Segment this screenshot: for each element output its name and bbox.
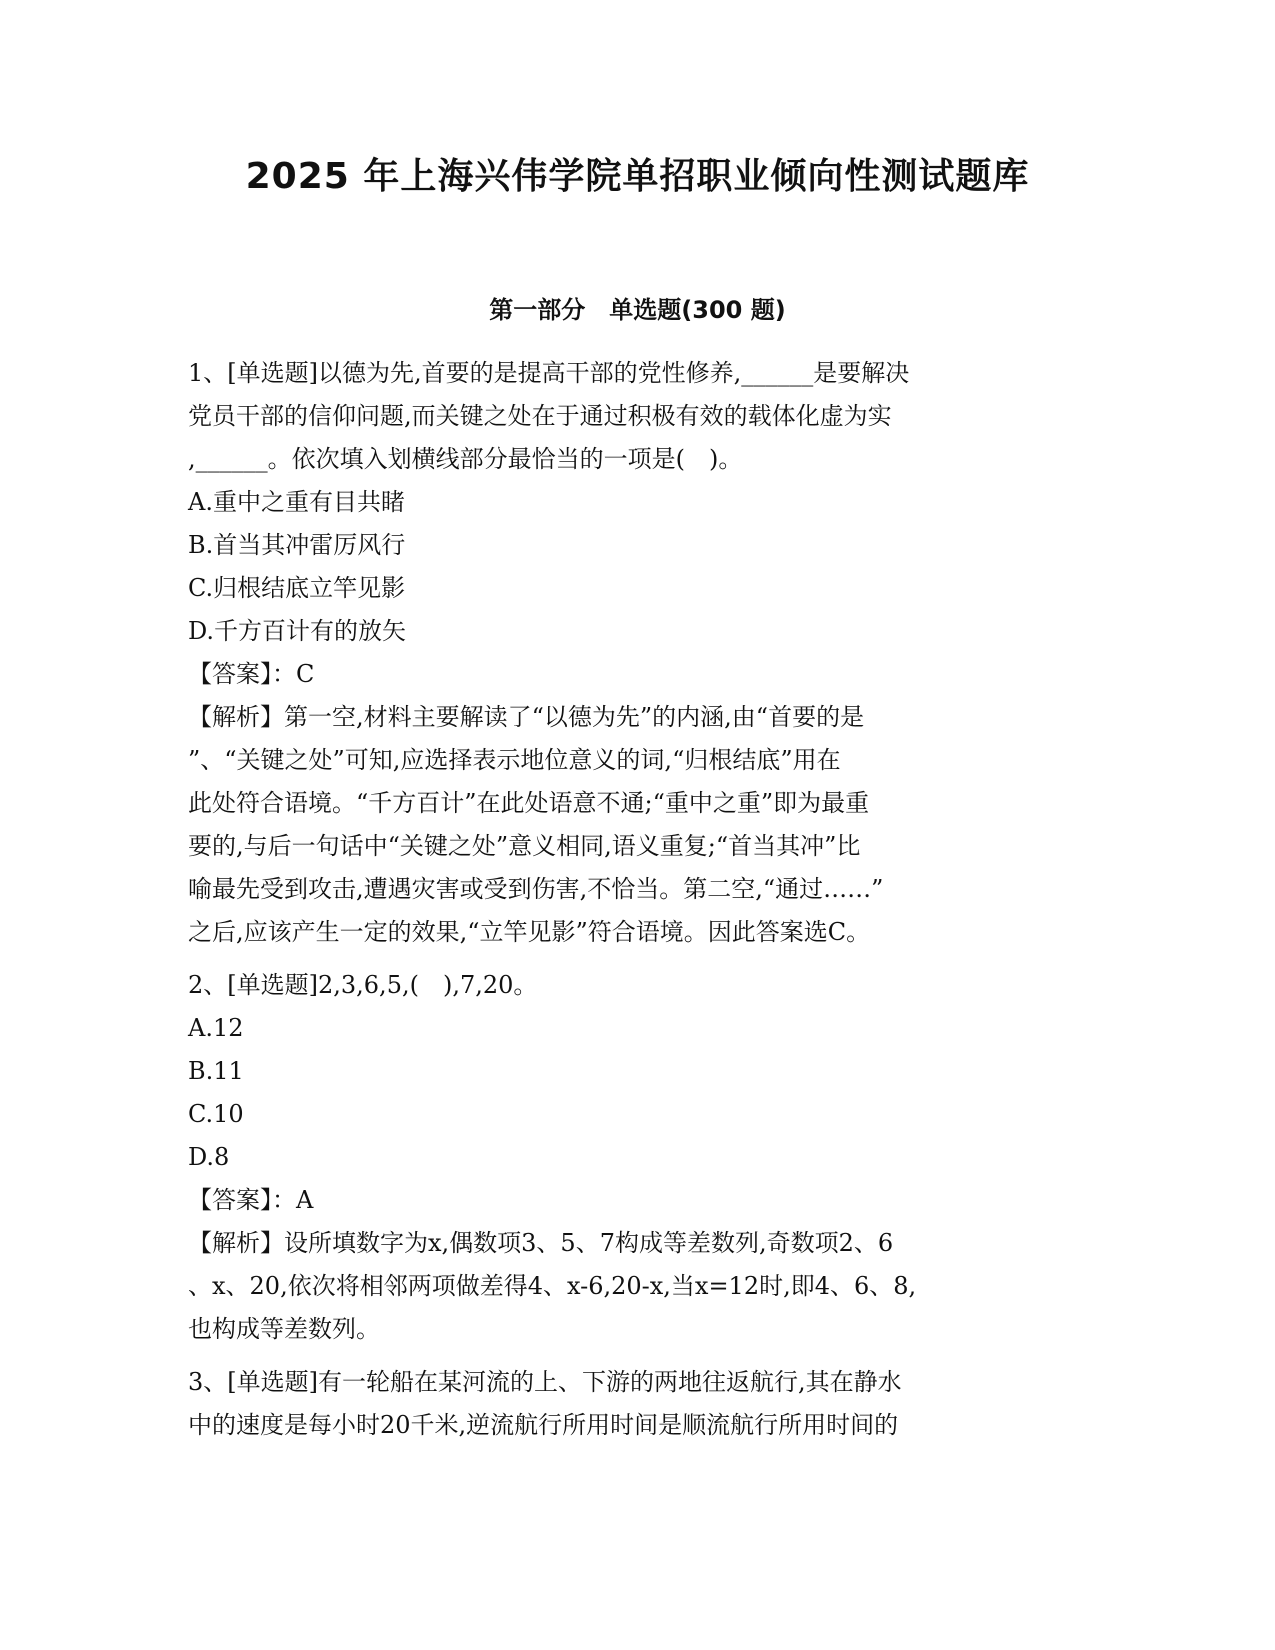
analysis-line: 【解析】设所填数字为x,偶数项3、5、7构成等差数列,奇数项2、6 [188, 1229, 894, 1257]
analysis-line: 之后,应该产生一定的效果,“立竿见影”符合语境。因此答案选C。 [188, 918, 871, 946]
answer: 【答案】：C [188, 660, 315, 688]
question-list [188, 352, 1078, 1457]
option-c: C.10 [188, 1100, 244, 1128]
option-d: D.千方百计有的放矢 [188, 617, 407, 645]
analysis-line: 【解析】第一空,材料主要解读了“以德为先”的内涵,由“首要的是 [188, 703, 865, 731]
question-text-line: 1、[单选题]以德为先,首要的是提高干部的党性修养,______是要解决 [188, 359, 910, 387]
question-2 [188, 964, 1078, 1351]
question-text-line: ,______。依次填入划横线部分最恰当的一项是( )。 [188, 445, 743, 473]
option-a: A.重中之重有目共睹 [188, 488, 405, 516]
document-title: 2025 年上海兴伟学院单招职业倾向性测试题库 [245, 156, 1030, 197]
answer: 【答案】：A [188, 1186, 314, 1214]
question-1 [188, 352, 1078, 954]
analysis-line: 也构成等差数列。 [188, 1315, 380, 1343]
option-b: B.首当其冲雷厉风行 [188, 531, 406, 559]
analysis-line: 喻最先受到攻击,遭遇灾害或受到伤害,不恰当。第二空,“通过……” [188, 875, 884, 903]
section-heading: 第一部分 单选题(300 题) [489, 296, 786, 324]
option-d: D.8 [188, 1143, 230, 1171]
option-b: B.11 [188, 1057, 244, 1085]
analysis-line: 要的,与后一句话中“关键之处”意义相同,语义重复;“首当其冲”比 [188, 832, 861, 860]
option-c: C.归根结底立竿见影 [188, 574, 406, 602]
analysis-line: 此处符合语境。“千方百计”在此处语意不通;“重中之重”即为最重 [188, 789, 870, 817]
question-text-line: 党员干部的信仰问题,而关键之处在于通过积极有效的载体化虚为实 [188, 402, 892, 430]
question-text-line: 中的速度是每小时20千米,逆流航行所用时间是顺流航行所用时间的 [188, 1411, 899, 1439]
analysis-line: ”、“关键之处”可知,应选择表示地位意义的词,“归根结底”用在 [188, 746, 841, 774]
option-a: A.12 [188, 1014, 244, 1042]
question-text-line: 2、[单选题]2,3,6,5,( ),7,20。 [188, 971, 538, 999]
question-text-line: 3、[单选题]有一轮船在某河流的上、下游的两地往返航行,其在静水 [188, 1368, 902, 1396]
analysis-line: 、x、20,依次将相邻两项做差得4、x-6,20-x,当x=12时,即4、6、8, [188, 1272, 917, 1300]
question-3 [188, 1361, 1078, 1447]
